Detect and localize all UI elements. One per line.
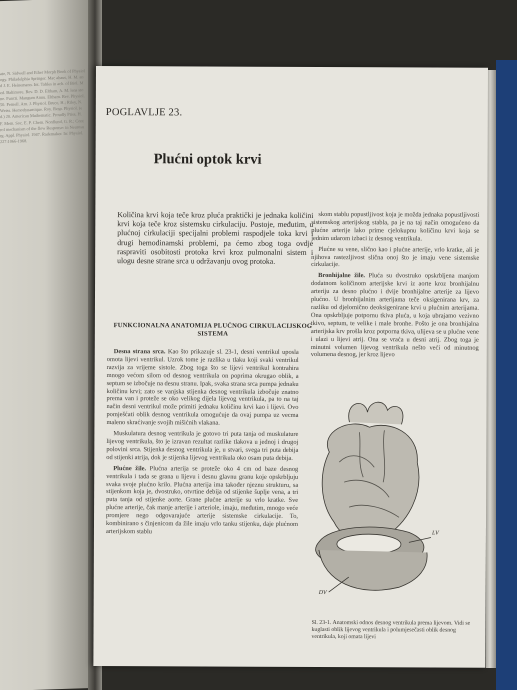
left-text-column bbox=[106, 348, 299, 540]
label-lv: LV bbox=[431, 530, 439, 537]
paragraph-text: Plućne su vene, slično kao i plućne arterije, vrlo kratke, ali je njihova rastezljivost slična onoj što je imaju vene sistemske cirkulacije. bbox=[311, 245, 480, 269]
paragraph bbox=[311, 272, 479, 360]
figure-caption: Sl. 23-1. Anatomski odnos desnog ventrikula prema lijevom. Vidi se kuglasti oblik lijevog ventrikula i polumjesečasti oblik desnog ventrikula, koji omata lijevi bbox=[311, 619, 471, 641]
run-in-heading: Plućne žile. bbox=[113, 464, 147, 472]
paragraph bbox=[311, 246, 479, 270]
paragraph-text: Kao što prikazuje sl. 23-1, desni ventrikul uposla omota lijevi ventrikul. Uzrok tome je razlika u tlaku koji svaki ventrikul razvija za vrijeme sistole. Zbog toga što se lijevi ventrikul kontrahira mnogo većom silom od desnog ventrikula on poprima okrugao oblik, a septum se izbočuje na desnu stranu. Ipak, svaka strana srca pumpa jednaku količinu krvi; zato se vanjska stijenka desnog ventrikula izbočuje znatno prema van i proteže se oko velikog dijela lijevog ventrikula, pa to na taj način desni ventrikul može primiti jednaku količinu krvi kao i lijevi. Ovo pomješćati oblik desnog ventrikula omogućuje da ovaj pumpa uz vecma maleno skraćivanje svojih mišićnih vlakana. bbox=[106, 348, 299, 427]
paragraph-text: Pluća su dvostruko opskrbljena manjom dodatnom količinom arterijske krvi iz aorte kroz bronhijalnu arteriju za desno plućno i dvije bronhijalne arterije za lijevo plućno. U bronhijalnim arterijama teče oksigenirana krv, za razliku od djelomično deoksigenirane krvi u plućnim arterijama. Ona opskrbljuje potpornu tkiva pluća, u koja ubrajamo vezivno tkivo, septum, te velike i male bronhe. Pošto je ona bronhijalna arterijska krv prošla kroz potporna tkiva, ulijeva se u plućne vene i ulazi u lijevi atrij. Ona se vraća u desni atrij. Zbog toga je minutni volumen lijevog ventrikula nešto veći od minutnog volumena desnog, jer kroz lijevo bbox=[310, 272, 480, 359]
paragraph bbox=[311, 211, 479, 243]
left-page-ghost-text: ate, N. Sidwell and Ether Morph Book of Physiology. Philadelphia Springer. Mac ahaus, H. M. and J. E. Heinemann. Int. Tables in ach. of Biol. Med. Baltimore. Rev. D. D. Eltham, A. M. lens stone. Functi. Mangum Annu. Eltham. Rev. Physiol. 50. Pernell. Am. J. Physiol. Bruce, H.; Riley, N. Weiss. Hemodynamique. Roy. Resp. Physiol. (ed.) 20. American Mathematic. Proudly Ptiss, H. F. Mem. Soc. E. P. Chem. Nordlund, G. R.; Control mechanism of the flow Response: in Neurosurg. Appl. Physiol. 1947. Rademaker. In: Physiol. 227:1066-1968. bbox=[0, 68, 85, 145]
paragraph bbox=[106, 348, 298, 428]
book-cover-edge bbox=[496, 60, 517, 690]
intro-paragraph: Količina krvi koja teče kroz pluća praktički je jednaka količini krvi koja teče kroz sistemsku cirkulaciju. Postoje, međutim, u plućnoj cirkulaciji specijalni problemi raspodjele toka krvi i drugi hemodinamski problemi, pa ćemo zbog toga ovdje raspraviti osobitosti protoka krvi kroz pulmonalni sistem i ulogu desne strane srca u održavanju ovog protoka. bbox=[117, 210, 314, 266]
right-text-column bbox=[311, 211, 480, 363]
paragraph-text: Muskulatura desnog ventrikula je gotovo tri puta tanja od muskulature lijevog ventrikula, što je izravan rezultat razlike tlakova u jednoj i drugoj polovini srca. Stijenka desnog ventrikula je, u stvari, svega tri puta debija od stijenki atrija, dok je stijenka lijevog ventrikula oko osam puta debija. bbox=[106, 430, 299, 462]
run-in-heading: Bronhijalne žile. bbox=[318, 272, 366, 280]
paragraph bbox=[106, 465, 298, 537]
chapter-label: POGLAVLJE 23. bbox=[105, 107, 183, 119]
paragraph-text: skom stablu popustljivost koja je moždа jednaka popustljivosti sistemskog arterijskog stabla, pa je na taj način omogućeno da plućne arterije lako prime cjelokupnu količinu krvi koja se jednim udarom izbaci iz desnog ventrikula. bbox=[311, 210, 480, 243]
left-page bbox=[0, 0, 95, 690]
section-heading: FUNKCIONALNA ANATOMIJA PLUĆNOG CIRKULACIJSKOG SISTEMA bbox=[113, 322, 313, 338]
label-dv: DV bbox=[318, 589, 327, 597]
right-page bbox=[93, 66, 488, 668]
page-title: Plućni optok krvi bbox=[153, 151, 262, 168]
paragraph-text: Plućna arterija se proteže oko 4 cm od baze desnog ventrikula i tada se grana u lijevu i desnu glavnu granu koje opskrbljuju svaka svoje plućno krilo. Plućna arterija ima također njeznu strukturu, sa stijenkom koja je, dvostruko, otvrtine debija od stijenke šuplje vena, a tri puta tanja od stijenke aorte. Grane plućne arterije su vrlo kratke. Sve plućne arterije, čak manje arterije i arteriole, imaju, međutim, mnogo veće promjere nego odgovarajuće arterije sistemske cirkulacije. To, kombinirano s činjenicom da žile imaju vrlo tanku stijenku, daje plućnom arterijskom stablu bbox=[105, 464, 299, 536]
paragraph bbox=[106, 430, 298, 462]
run-in-heading: Desna strana srca. bbox=[113, 348, 166, 356]
heart-illustration bbox=[289, 392, 450, 621]
